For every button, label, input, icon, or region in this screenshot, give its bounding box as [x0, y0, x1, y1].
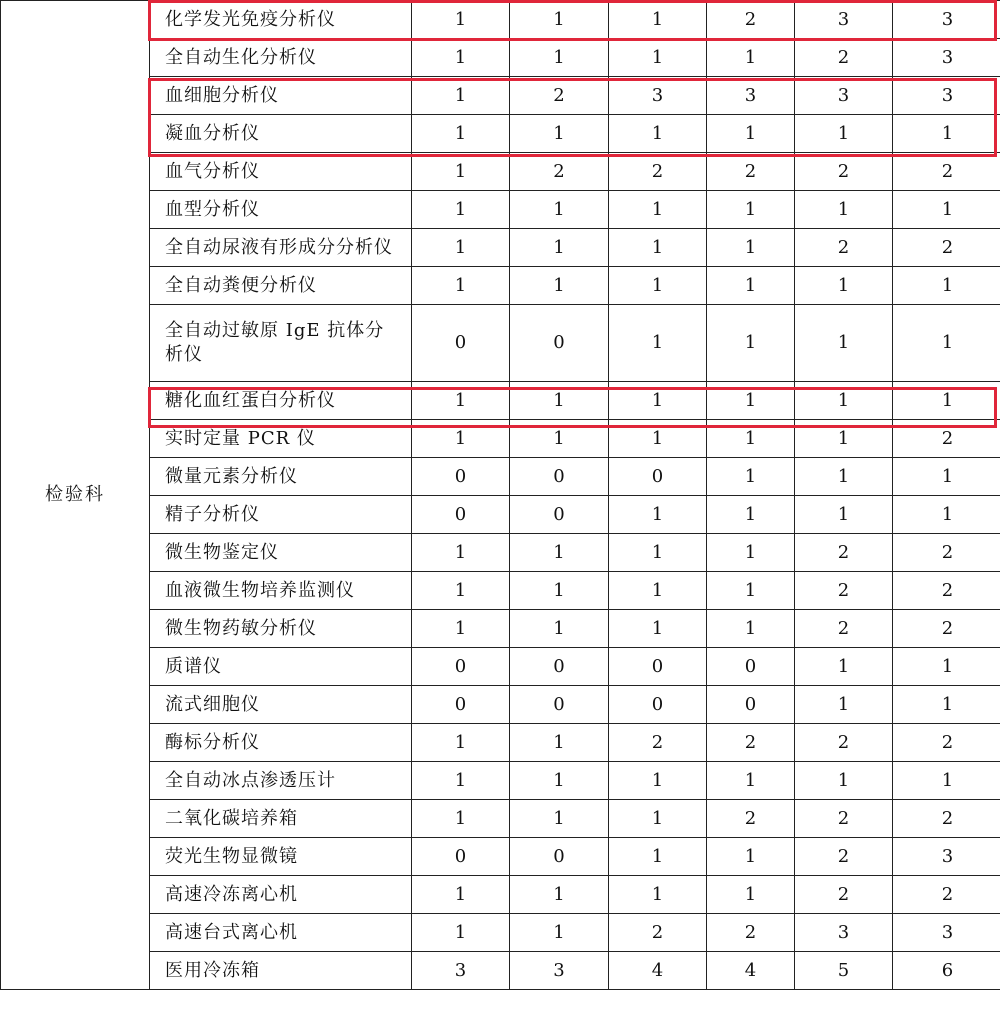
quantity-cell: 2: [795, 876, 893, 914]
quantity-cell: 2: [510, 153, 609, 191]
quantity-cell: 3: [412, 952, 510, 990]
equipment-name-cell: 二氧化碳培养箱: [150, 800, 412, 838]
quantity-cell: 3: [795, 1, 893, 39]
quantity-cell: 1: [707, 610, 795, 648]
quantity-cell: 3: [795, 914, 893, 952]
table-row: [1, 724, 1000, 762]
quantity-cell: 1: [609, 191, 707, 229]
quantity-cell: 2: [893, 534, 1000, 572]
equipment-name-cell: 全自动冰点渗透压计: [150, 762, 412, 800]
quantity-cell: 2: [707, 153, 795, 191]
table-row: [1, 876, 1000, 914]
quantity-cell: 1: [707, 267, 795, 305]
quantity-cell: 1: [707, 458, 795, 496]
quantity-cell: 1: [609, 39, 707, 77]
table-row: [1, 952, 1000, 990]
quantity-cell: 1: [412, 876, 510, 914]
quantity-cell: 2: [893, 876, 1000, 914]
table-row: [1, 572, 1000, 610]
quantity-cell: 1: [795, 382, 893, 420]
quantity-cell: 2: [893, 229, 1000, 267]
equipment-name-cell: 流式细胞仪: [150, 686, 412, 724]
equipment-name-cell: 医用冷冻箱: [150, 952, 412, 990]
quantity-cell: 1: [510, 229, 609, 267]
quantity-cell: 0: [707, 686, 795, 724]
quantity-cell: 2: [795, 534, 893, 572]
quantity-cell: 1: [795, 496, 893, 534]
quantity-cell: 1: [707, 229, 795, 267]
quantity-cell: 1: [510, 534, 609, 572]
quantity-cell: 0: [412, 496, 510, 534]
equipment-name-cell: 血液微生物培养监测仪: [150, 572, 412, 610]
table-row: [1, 229, 1000, 267]
quantity-cell: 1: [412, 762, 510, 800]
quantity-cell: 1: [893, 267, 1000, 305]
table-row: [1, 267, 1000, 305]
quantity-cell: 2: [609, 153, 707, 191]
equipment-name-cell: 微生物药敏分析仪: [150, 610, 412, 648]
quantity-cell: 2: [707, 914, 795, 952]
quantity-cell: 1: [609, 534, 707, 572]
quantity-cell: 1: [893, 458, 1000, 496]
quantity-cell: 0: [412, 686, 510, 724]
quantity-cell: 3: [795, 77, 893, 115]
quantity-cell: 0: [412, 305, 510, 382]
quantity-cell: 1: [609, 229, 707, 267]
equipment-name-cell: 凝血分析仪: [150, 115, 412, 153]
quantity-cell: 1: [412, 115, 510, 153]
equipment-name-cell: 荧光生物显微镜: [150, 838, 412, 876]
quantity-cell: 1: [609, 382, 707, 420]
equipment-name-cell: 化学发光免疫分析仪: [150, 1, 412, 39]
equipment-name-cell: 高速台式离心机: [150, 914, 412, 952]
table-row: [1, 115, 1000, 153]
quantity-cell: 1: [795, 458, 893, 496]
equipment-name-cell: 全自动过敏原 IgE 抗体分析仪: [150, 305, 412, 382]
table-row: [1, 305, 1000, 382]
quantity-cell: 1: [510, 115, 609, 153]
quantity-cell: 3: [609, 77, 707, 115]
quantity-cell: 1: [412, 724, 510, 762]
quantity-cell: 2: [795, 800, 893, 838]
table-row: [1, 382, 1000, 420]
quantity-cell: 0: [510, 686, 609, 724]
quantity-cell: 1: [412, 229, 510, 267]
equipment-name-cell: 全自动粪便分析仪: [150, 267, 412, 305]
quantity-cell: 2: [893, 610, 1000, 648]
quantity-cell: 1: [707, 115, 795, 153]
table-row: [1, 39, 1000, 77]
quantity-cell: 2: [795, 838, 893, 876]
quantity-cell: 1: [412, 77, 510, 115]
quantity-cell: 1: [795, 191, 893, 229]
equipment-name-cell: 血型分析仪: [150, 191, 412, 229]
table-row: [1, 648, 1000, 686]
equipment-name-cell: 微量元素分析仪: [150, 458, 412, 496]
quantity-cell: 1: [510, 876, 609, 914]
quantity-cell: 1: [412, 914, 510, 952]
quantity-cell: 2: [893, 153, 1000, 191]
quantity-cell: 1: [707, 496, 795, 534]
quantity-cell: 1: [510, 382, 609, 420]
quantity-cell: 1: [893, 648, 1000, 686]
table-row: [1, 420, 1000, 458]
equipment-name-cell: 微生物鉴定仪: [150, 534, 412, 572]
quantity-cell: 1: [510, 914, 609, 952]
table-row: [1, 496, 1000, 534]
quantity-cell: 2: [795, 153, 893, 191]
table-row: [1, 153, 1000, 191]
quantity-cell: 1: [510, 762, 609, 800]
quantity-cell: 0: [412, 458, 510, 496]
table-row: [1, 914, 1000, 952]
quantity-cell: 2: [893, 724, 1000, 762]
quantity-cell: 1: [707, 838, 795, 876]
quantity-cell: 1: [510, 39, 609, 77]
quantity-cell: 1: [510, 800, 609, 838]
quantity-cell: 3: [510, 952, 609, 990]
quantity-cell: 1: [795, 686, 893, 724]
quantity-cell: 1: [893, 191, 1000, 229]
quantity-cell: 3: [707, 77, 795, 115]
table-row: [1, 800, 1000, 838]
quantity-cell: 2: [707, 724, 795, 762]
quantity-cell: 4: [707, 952, 795, 990]
quantity-cell: 1: [609, 800, 707, 838]
quantity-cell: 1: [510, 420, 609, 458]
quantity-cell: 1: [795, 762, 893, 800]
quantity-cell: 1: [707, 305, 795, 382]
quantity-cell: 1: [707, 191, 795, 229]
quantity-cell: 2: [707, 800, 795, 838]
quantity-cell: 2: [795, 610, 893, 648]
table-row: [1, 686, 1000, 724]
quantity-cell: 1: [609, 496, 707, 534]
quantity-cell: 1: [609, 115, 707, 153]
quantity-cell: 1: [609, 762, 707, 800]
table-row: [1, 838, 1000, 876]
quantity-cell: 0: [510, 496, 609, 534]
quantity-cell: 1: [893, 496, 1000, 534]
quantity-cell: 1: [609, 838, 707, 876]
quantity-cell: 1: [609, 876, 707, 914]
quantity-cell: 1: [795, 267, 893, 305]
quantity-cell: 3: [893, 1, 1000, 39]
quantity-cell: 0: [707, 648, 795, 686]
equipment-name-cell: 实时定量 PCR 仪: [150, 420, 412, 458]
quantity-cell: 1: [609, 610, 707, 648]
quantity-cell: 1: [609, 305, 707, 382]
equipment-name-cell: 精子分析仪: [150, 496, 412, 534]
quantity-cell: 3: [893, 914, 1000, 952]
quantity-cell: 1: [893, 686, 1000, 724]
quantity-cell: 1: [510, 724, 609, 762]
quantity-cell: 1: [795, 305, 893, 382]
department-cell: 检验科: [1, 1, 150, 990]
quantity-cell: 0: [510, 458, 609, 496]
quantity-cell: 1: [510, 191, 609, 229]
table-row: [1, 191, 1000, 229]
quantity-cell: 1: [795, 420, 893, 458]
table-row: [1, 610, 1000, 648]
quantity-cell: 1: [795, 115, 893, 153]
quantity-cell: 1: [893, 762, 1000, 800]
equipment-name-cell: 全自动尿液有形成分分析仪: [150, 229, 412, 267]
quantity-cell: 1: [412, 39, 510, 77]
table-row: [1, 762, 1000, 800]
quantity-cell: 2: [795, 39, 893, 77]
quantity-cell: 1: [412, 534, 510, 572]
quantity-cell: 2: [795, 229, 893, 267]
quantity-cell: 0: [510, 648, 609, 686]
quantity-cell: 0: [609, 458, 707, 496]
quantity-cell: 3: [893, 39, 1000, 77]
equipment-name-cell: 高速冷冻离心机: [150, 876, 412, 914]
table-row: [1, 1, 1000, 39]
quantity-cell: 6: [893, 952, 1000, 990]
quantity-cell: 1: [707, 39, 795, 77]
equipment-name-cell: 质谱仪: [150, 648, 412, 686]
quantity-cell: 0: [609, 648, 707, 686]
quantity-cell: 1: [412, 610, 510, 648]
quantity-cell: 1: [893, 382, 1000, 420]
quantity-cell: 5: [795, 952, 893, 990]
quantity-cell: 1: [510, 267, 609, 305]
quantity-cell: 1: [412, 800, 510, 838]
quantity-cell: 4: [609, 952, 707, 990]
quantity-cell: 1: [609, 267, 707, 305]
quantity-cell: 3: [893, 838, 1000, 876]
equipment-name-cell: 血气分析仪: [150, 153, 412, 191]
quantity-cell: 1: [609, 420, 707, 458]
quantity-cell: 0: [609, 686, 707, 724]
quantity-cell: 1: [510, 572, 609, 610]
table-row: [1, 534, 1000, 572]
quantity-cell: 1: [510, 610, 609, 648]
quantity-cell: 1: [893, 115, 1000, 153]
quantity-cell: 1: [412, 153, 510, 191]
quantity-cell: 0: [412, 648, 510, 686]
quantity-cell: 1: [707, 572, 795, 610]
quantity-cell: 1: [707, 420, 795, 458]
quantity-cell: 1: [609, 1, 707, 39]
quantity-cell: 2: [795, 724, 893, 762]
quantity-cell: 0: [510, 838, 609, 876]
quantity-cell: 2: [510, 77, 609, 115]
quantity-cell: 2: [893, 420, 1000, 458]
quantity-cell: 1: [412, 1, 510, 39]
equipment-name-cell: 血细胞分析仪: [150, 77, 412, 115]
quantity-cell: 0: [510, 305, 609, 382]
equipment-name-cell: 糖化血红蛋白分析仪: [150, 382, 412, 420]
quantity-cell: 2: [609, 914, 707, 952]
quantity-cell: 1: [412, 382, 510, 420]
quantity-cell: 1: [795, 648, 893, 686]
quantity-cell: 1: [412, 572, 510, 610]
table-row: [1, 77, 1000, 115]
quantity-cell: 1: [609, 572, 707, 610]
quantity-cell: 1: [707, 762, 795, 800]
quantity-cell: 1: [707, 534, 795, 572]
quantity-cell: 2: [609, 724, 707, 762]
quantity-cell: 0: [412, 838, 510, 876]
equipment-name-cell: 酶标分析仪: [150, 724, 412, 762]
quantity-cell: 2: [893, 572, 1000, 610]
quantity-cell: 3: [893, 77, 1000, 115]
quantity-cell: 1: [412, 420, 510, 458]
quantity-cell: 2: [893, 800, 1000, 838]
equipment-name-cell: 全自动生化分析仪: [150, 39, 412, 77]
quantity-cell: 1: [707, 876, 795, 914]
quantity-cell: 1: [707, 382, 795, 420]
quantity-cell: 1: [412, 267, 510, 305]
quantity-cell: 1: [510, 1, 609, 39]
table-row: [1, 458, 1000, 496]
quantity-cell: 2: [707, 1, 795, 39]
quantity-cell: 1: [412, 191, 510, 229]
quantity-cell: 1: [893, 305, 1000, 382]
quantity-cell: 2: [795, 572, 893, 610]
